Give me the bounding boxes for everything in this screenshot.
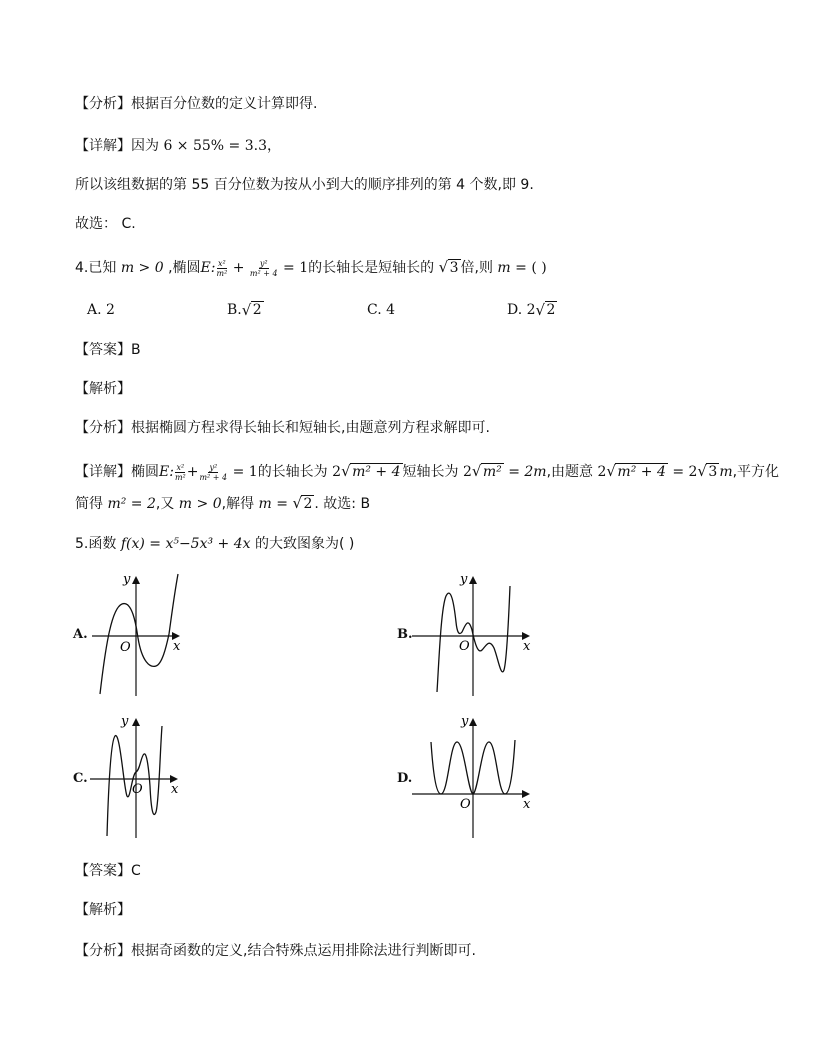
graph-c-label: C. xyxy=(73,771,88,786)
graph-b-label: B. xyxy=(397,627,413,642)
origin-label: O xyxy=(459,639,470,654)
y-label: y xyxy=(461,714,469,729)
q3-conclusion: 所以该组数据的第 55 百分位数为按从小到大的顺序排列的第 4 个数,即 9. xyxy=(75,177,534,193)
q5-stem: 5.函数 f(x) = x⁵−5x³ + 4x 的大致图象为( ) xyxy=(75,536,355,552)
q3-detail: 【详解】因为 6 × 55% = 3.3， xyxy=(75,138,282,154)
q4-option-c: C. 4 xyxy=(367,302,396,318)
graph-d-label: D. xyxy=(397,771,413,786)
curve xyxy=(107,726,162,836)
q4-option-d: D. 2√ 2 xyxy=(507,302,557,318)
y-axis-arrow xyxy=(132,576,140,584)
q3-analysis: 【分析】根据百分位数的定义计算即得. xyxy=(75,96,318,112)
x-label: x xyxy=(173,639,181,654)
y-label: y xyxy=(460,572,468,587)
origin-label: O xyxy=(460,797,471,812)
q4-detail-line1: 【详解】椭圆E: $\frac{\text{x²}}{\text{m²}}$ + $\frac{\text{y²}}{\text{m² + 4}}$ = 1的长轴长为 2√ m² + 4 短轴长为 2√ m² = 2m,由题意 2√ m² + 4 = 2√ 3 m,平方化 xyxy=(75,462,779,482)
y-label: y xyxy=(123,572,131,587)
graph-a xyxy=(92,570,192,698)
curve xyxy=(100,574,178,694)
q4-option-a: A. 2 xyxy=(87,302,115,318)
graph-b xyxy=(412,570,536,698)
y-label: y xyxy=(121,714,129,729)
q5-analysis: 【分析】根据奇函数的定义,结合特殊点运用排除法进行判断即可. xyxy=(75,943,476,959)
graph-c xyxy=(90,712,190,840)
q4-jiexi: 【解析】 xyxy=(75,381,131,397)
y-axis-arrow xyxy=(132,718,140,726)
x-label: x xyxy=(523,639,531,654)
q5-answer: 【答案】C xyxy=(75,863,141,879)
origin-label: O xyxy=(120,640,131,655)
q4-detail-line2: 简得 m² = 2,又 m > 0,解得 m = √ 2 . 故选: B xyxy=(75,494,370,514)
y-axis-arrow xyxy=(469,576,477,584)
q3-choice: 故选： C. xyxy=(75,216,136,232)
x-label: x xyxy=(171,782,179,797)
q4-option-b: B.√ 2 xyxy=(227,302,264,318)
x-label: x xyxy=(523,797,531,812)
q5-jiexi: 【解析】 xyxy=(75,902,131,918)
graph-d xyxy=(412,712,536,840)
origin-label: O xyxy=(132,782,143,797)
graph-a-label: A. xyxy=(73,627,88,642)
y-axis-arrow xyxy=(469,718,477,726)
q4-answer: 【答案】B xyxy=(75,342,141,358)
q4-stem: 4.已知 m > 0 ,椭圆E: $\frac{\text{x²}}{\text{m²}}$ + $\frac{\text{y²}}{\text{m² + 4}}$ = 1的长轴长是短轴长的 √ 3 倍,则 m = ( ) xyxy=(75,258,547,278)
q4-analysis: 【分析】根据椭圆方程求得长轴长和短轴长,由题意列方程求解即可. xyxy=(75,420,490,436)
